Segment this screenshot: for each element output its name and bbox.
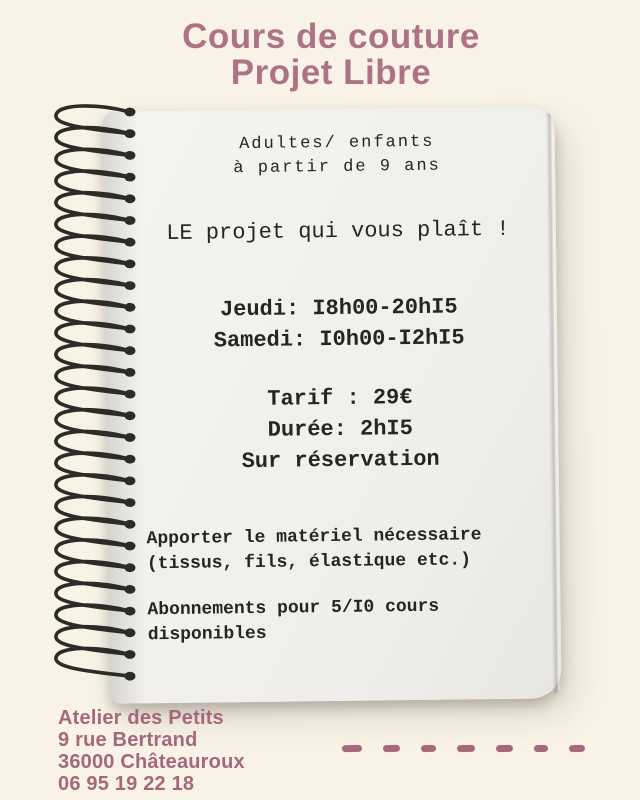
business-name: Atelier des Petits: [58, 707, 224, 729]
audience-line-2: à partir de 9 ans: [233, 156, 441, 179]
address-street: 9 rue Bertrand: [58, 729, 198, 751]
dash: [457, 744, 475, 751]
contact-info: [58, 707, 245, 795]
spiral-wire-tips: [125, 108, 136, 681]
duration-line: Durée: 2hI5: [267, 416, 414, 443]
phone-number: 06 95 19 22 18: [58, 773, 195, 795]
subscription-note: [147, 595, 439, 649]
materials-line-1: Apporter le matériel nécessaire: [146, 525, 482, 550]
audience-info: [119, 129, 556, 182]
schedule-thursday: Jeudi: I8h00-20hI5: [219, 294, 458, 323]
reservation-line: Sur réservation: [241, 446, 440, 475]
dash: [383, 744, 400, 751]
subscription-line-2: disponibles: [147, 623, 267, 646]
title-line-1: Cours de couture: [182, 17, 480, 56]
address-city: 36000 Châteauroux: [58, 751, 245, 773]
tagline-text: LE projet qui vous plaît !: [166, 216, 510, 247]
subscription-line-1: Abonnements pour 5/I0 cours: [147, 596, 440, 621]
title-line-2: Projet Libre: [230, 53, 432, 92]
dash: [496, 744, 513, 751]
materials-line-2: (tissus, fils, élastique etc.): [146, 550, 472, 575]
dash: [421, 744, 436, 751]
schedule-saturday: Samedi: I0h00-I2hI5: [213, 325, 465, 354]
spiral-wire: [56, 106, 130, 676]
audience-line-1: Adultes/ enfants: [239, 132, 435, 155]
spiral-binding-icon: [50, 100, 142, 700]
dash: [569, 744, 585, 751]
price-line: Tarif : 29€: [267, 385, 413, 412]
pricing-info: [122, 380, 559, 478]
dash: [534, 744, 548, 751]
dash: [342, 744, 362, 751]
dash-divider: [342, 744, 592, 752]
tagline: [120, 216, 556, 247]
materials-note: [146, 523, 481, 577]
notebook-page: [102, 106, 561, 703]
schedule-info: [121, 290, 558, 357]
